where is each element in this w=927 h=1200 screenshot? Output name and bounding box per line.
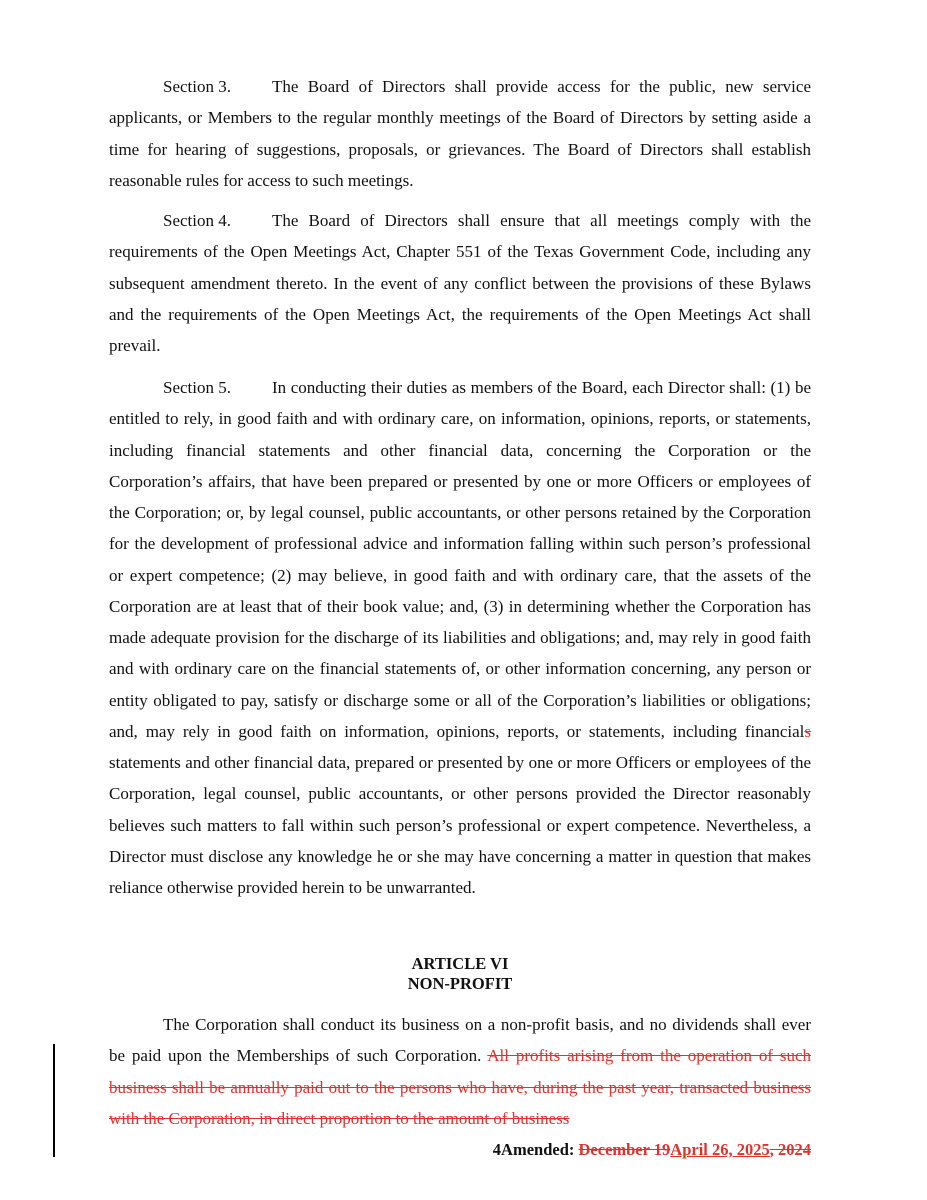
section-4-label: Section 4.	[163, 211, 231, 230]
page-number: 4	[492, 1140, 502, 1159]
section-5-text-before: In conducting their duties as members of the Board, each Director shall: (1) be entitled to rely, in good faith and with ordinary care, on information, opinions, reports, or statements, including financial statements and other financial data, concerning the Corporation or the Corporation’s affairs, that have been prepared or presented by one or more Officers or employees of the Corporation; or, by legal counsel, public accountants, or other persons retained by the Corporation for the development of professional advice and information falling within such person’s professional or expert competence; (2) may believe, in good faith and with ordinary care, that the assets of the Corporation are at least that of their book value; and, (3) in determining whether the Corporation has made adequate provision for the discharge of its liabilities and obligations; and, may rely in good faith and with ordinary care on the financial statements of, or other information concerning, any person or entity obligated to pay, satisfy or discharge some or all of the Corporation’s liabilities or obligations; and, may rely in good faith on information, opinions, reports, or statements, including financial	[109, 378, 811, 741]
section-4-text: The Board of Directors shall ensure that all meetings comply with the requirements of the Open Meetings Act, Chapter 551 of the Texas Government Code, including any subsequent amendment thereto. In the event of any conflict between the provisions of these Bylaws and the requirements of the Open Meetings Act, the requirements of the Open Meetings Act shall prevail.	[109, 211, 811, 355]
section-5-label: Section 5.	[163, 378, 231, 397]
section-5-paragraph	[109, 372, 811, 903]
section-3-label: Section 3.	[163, 77, 231, 96]
article-number-heading: ARTICLE VI	[411, 954, 509, 973]
article-title-heading: NON-PROFIT	[407, 974, 513, 993]
section-3-text: The Board of Directors shall provide access for the public, new service applicants, or Members to the regular monthly meetings of the Board of Directors by setting aside a time for hearing of suggestions, proposals, or grievances. The Board of Directors shall establish reasonable rules for access to such meetings.	[109, 77, 811, 190]
revision-change-bar	[53, 1044, 55, 1157]
non-profit-paragraph	[109, 1009, 811, 1134]
deleted-character: s	[804, 721, 811, 741]
section-3-paragraph	[109, 71, 811, 196]
page-footer	[493, 1140, 811, 1160]
deleted-date: December 19	[578, 1140, 671, 1159]
deleted-profits-text: All profits arising from the operation of such business shall be annually paid out to the persons who have, during the past year, transacted business with the Corporation, in direct proportion to the amount of business	[109, 1046, 811, 1128]
amended-label: Amended:	[501, 1140, 579, 1159]
section-4-paragraph	[109, 205, 811, 361]
inserted-date: April 26, 2025	[670, 1140, 770, 1159]
section-5-text-after: statements and other financial data, prepared or presented by one or more Officers or employees of the Corporation, legal counsel, public accountants, or other persons provided the Director reasonably believes such matters to fall within such person’s professional or expert competence. Nevertheless, a Director must disclose any knowledge he or she may have concerning a matter in question that makes reliance otherwise provided herein to be unwarranted.	[109, 753, 811, 897]
deleted-year: , 2024	[769, 1140, 811, 1159]
non-profit-text: The Corporation shall conduct its business on a non-profit basis, and no dividends shall ever be paid upon the Memberships of such Corporation.	[109, 1015, 811, 1066]
